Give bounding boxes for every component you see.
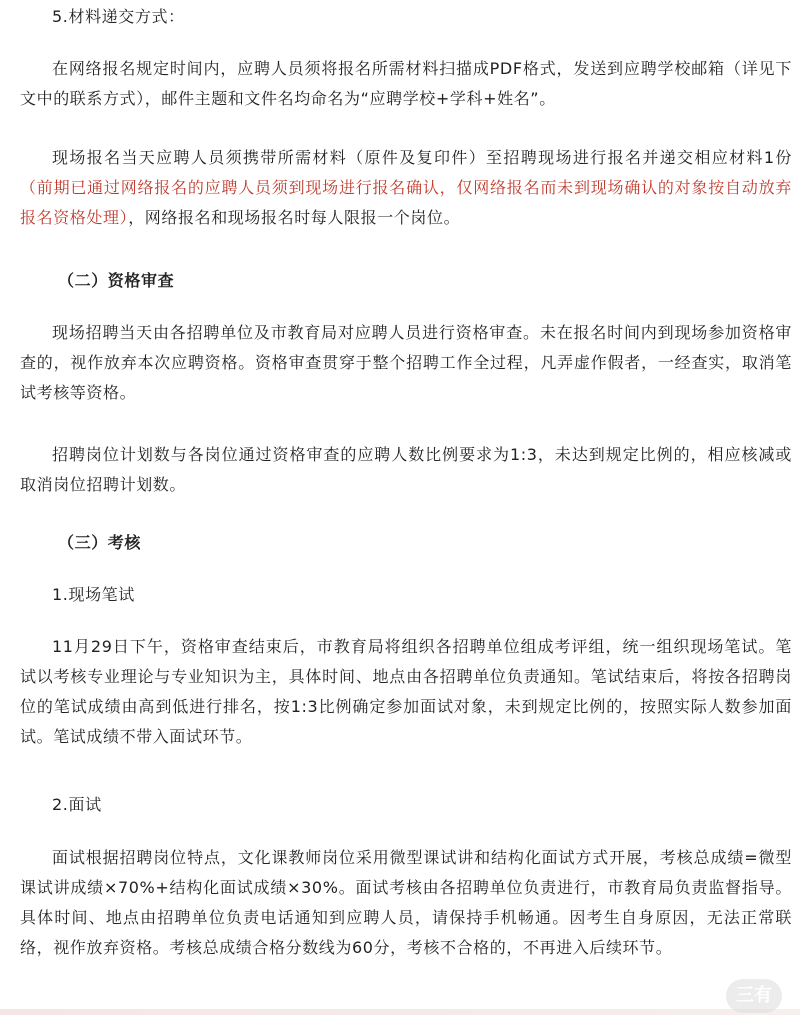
section-2-para-2-text: 招聘岗位计划数与各岗位通过资格审查的应聘人数比例要求为1:3，未达到规定比例的，相应核减或取消岗位招聘计划数。 xyxy=(20,445,792,494)
section-5-para-2-start: 现场报名当天应聘人员须携带所需材料（原件及复印件）至招聘现场进行报名并递交相应材料1份 xyxy=(52,148,792,167)
watermark-logo: 三有 xyxy=(726,979,782,1013)
section-5-para-1 xyxy=(20,54,792,114)
section-2-para-1 xyxy=(20,318,792,408)
bottom-edge-bar xyxy=(0,1009,800,1015)
section-3-sub-1-para xyxy=(20,632,792,752)
section-3-heading: （三）考核 xyxy=(58,533,142,552)
section-3-sub-2-heading: 2.面试 xyxy=(52,795,102,814)
section-3-sub-1-para-text: 11月29日下午，资格审查结束后，市教育局将组织各招聘单位组成考评组，统一组织现场笔试。笔试以考核专业理论与专业知识为主，具体时间、地点由各招聘单位负责通知。笔试结束后，将按各招聘岗位的笔试成绩由高到低进行排名，按1:3比例确定参加面试对象，未到规定比例的，按照实际人数参加面试。笔试成绩不带入面试环节。 xyxy=(20,637,792,746)
section-5-heading: 5.材料递交方式： xyxy=(52,7,185,26)
section-2-para-1-text: 现场招聘当天由各招聘单位及市教育局对应聘人员进行资格审查。未在报名时间内到现场参加资格审查的，视作放弃本次应聘资格。资格审查贯穿于整个招聘工作全过程，凡弄虚作假者，一经查实，取消笔试考核等资格。 xyxy=(20,323,792,402)
section-3-sub-2-para-text: 面试根据招聘岗位特点，文化课教师岗位采用微型课试讲和结构化面试方式开展，考核总成绩=微型课试讲成绩×70%+结构化面试成绩×30%。面试考核由各招聘单位负责进行，市教育局负责监督指导。具体时间、地点由招聘单位负责电话通知到应聘人员，请保持手机畅通。因考生自身原因，无法正常联络，视作放弃资格。考核总成绩合格分数线为60分，考核不合格的，不再进入后续环节。 xyxy=(20,848,792,957)
section-2-para-2 xyxy=(20,440,792,500)
section-3-sub-2-para xyxy=(20,843,792,963)
section-2-heading: （二）资格审查 xyxy=(58,271,175,290)
section-5-para-1-text: 在网络报名规定时间内，应聘人员须将报名所需材料扫描成PDF格式，发送到应聘学校邮箱（详见下文中的联系方式），邮件主题和文件名均命名为“应聘学校+学科+姓名”。 xyxy=(20,59,792,108)
section-5-para-2 xyxy=(20,143,792,233)
section-5-para-2-end: ，网络报名和现场报名时每人限报一个岗位。 xyxy=(128,208,461,227)
section-5-para-2-highlight: （前期已通过网络报名的应聘人员须到现场进行报名确认，仅网络报名而未到现场确认的对象按自动放弃报名资格处理） xyxy=(20,178,792,227)
section-3-sub-1-heading: 1.现场笔试 xyxy=(52,585,135,604)
